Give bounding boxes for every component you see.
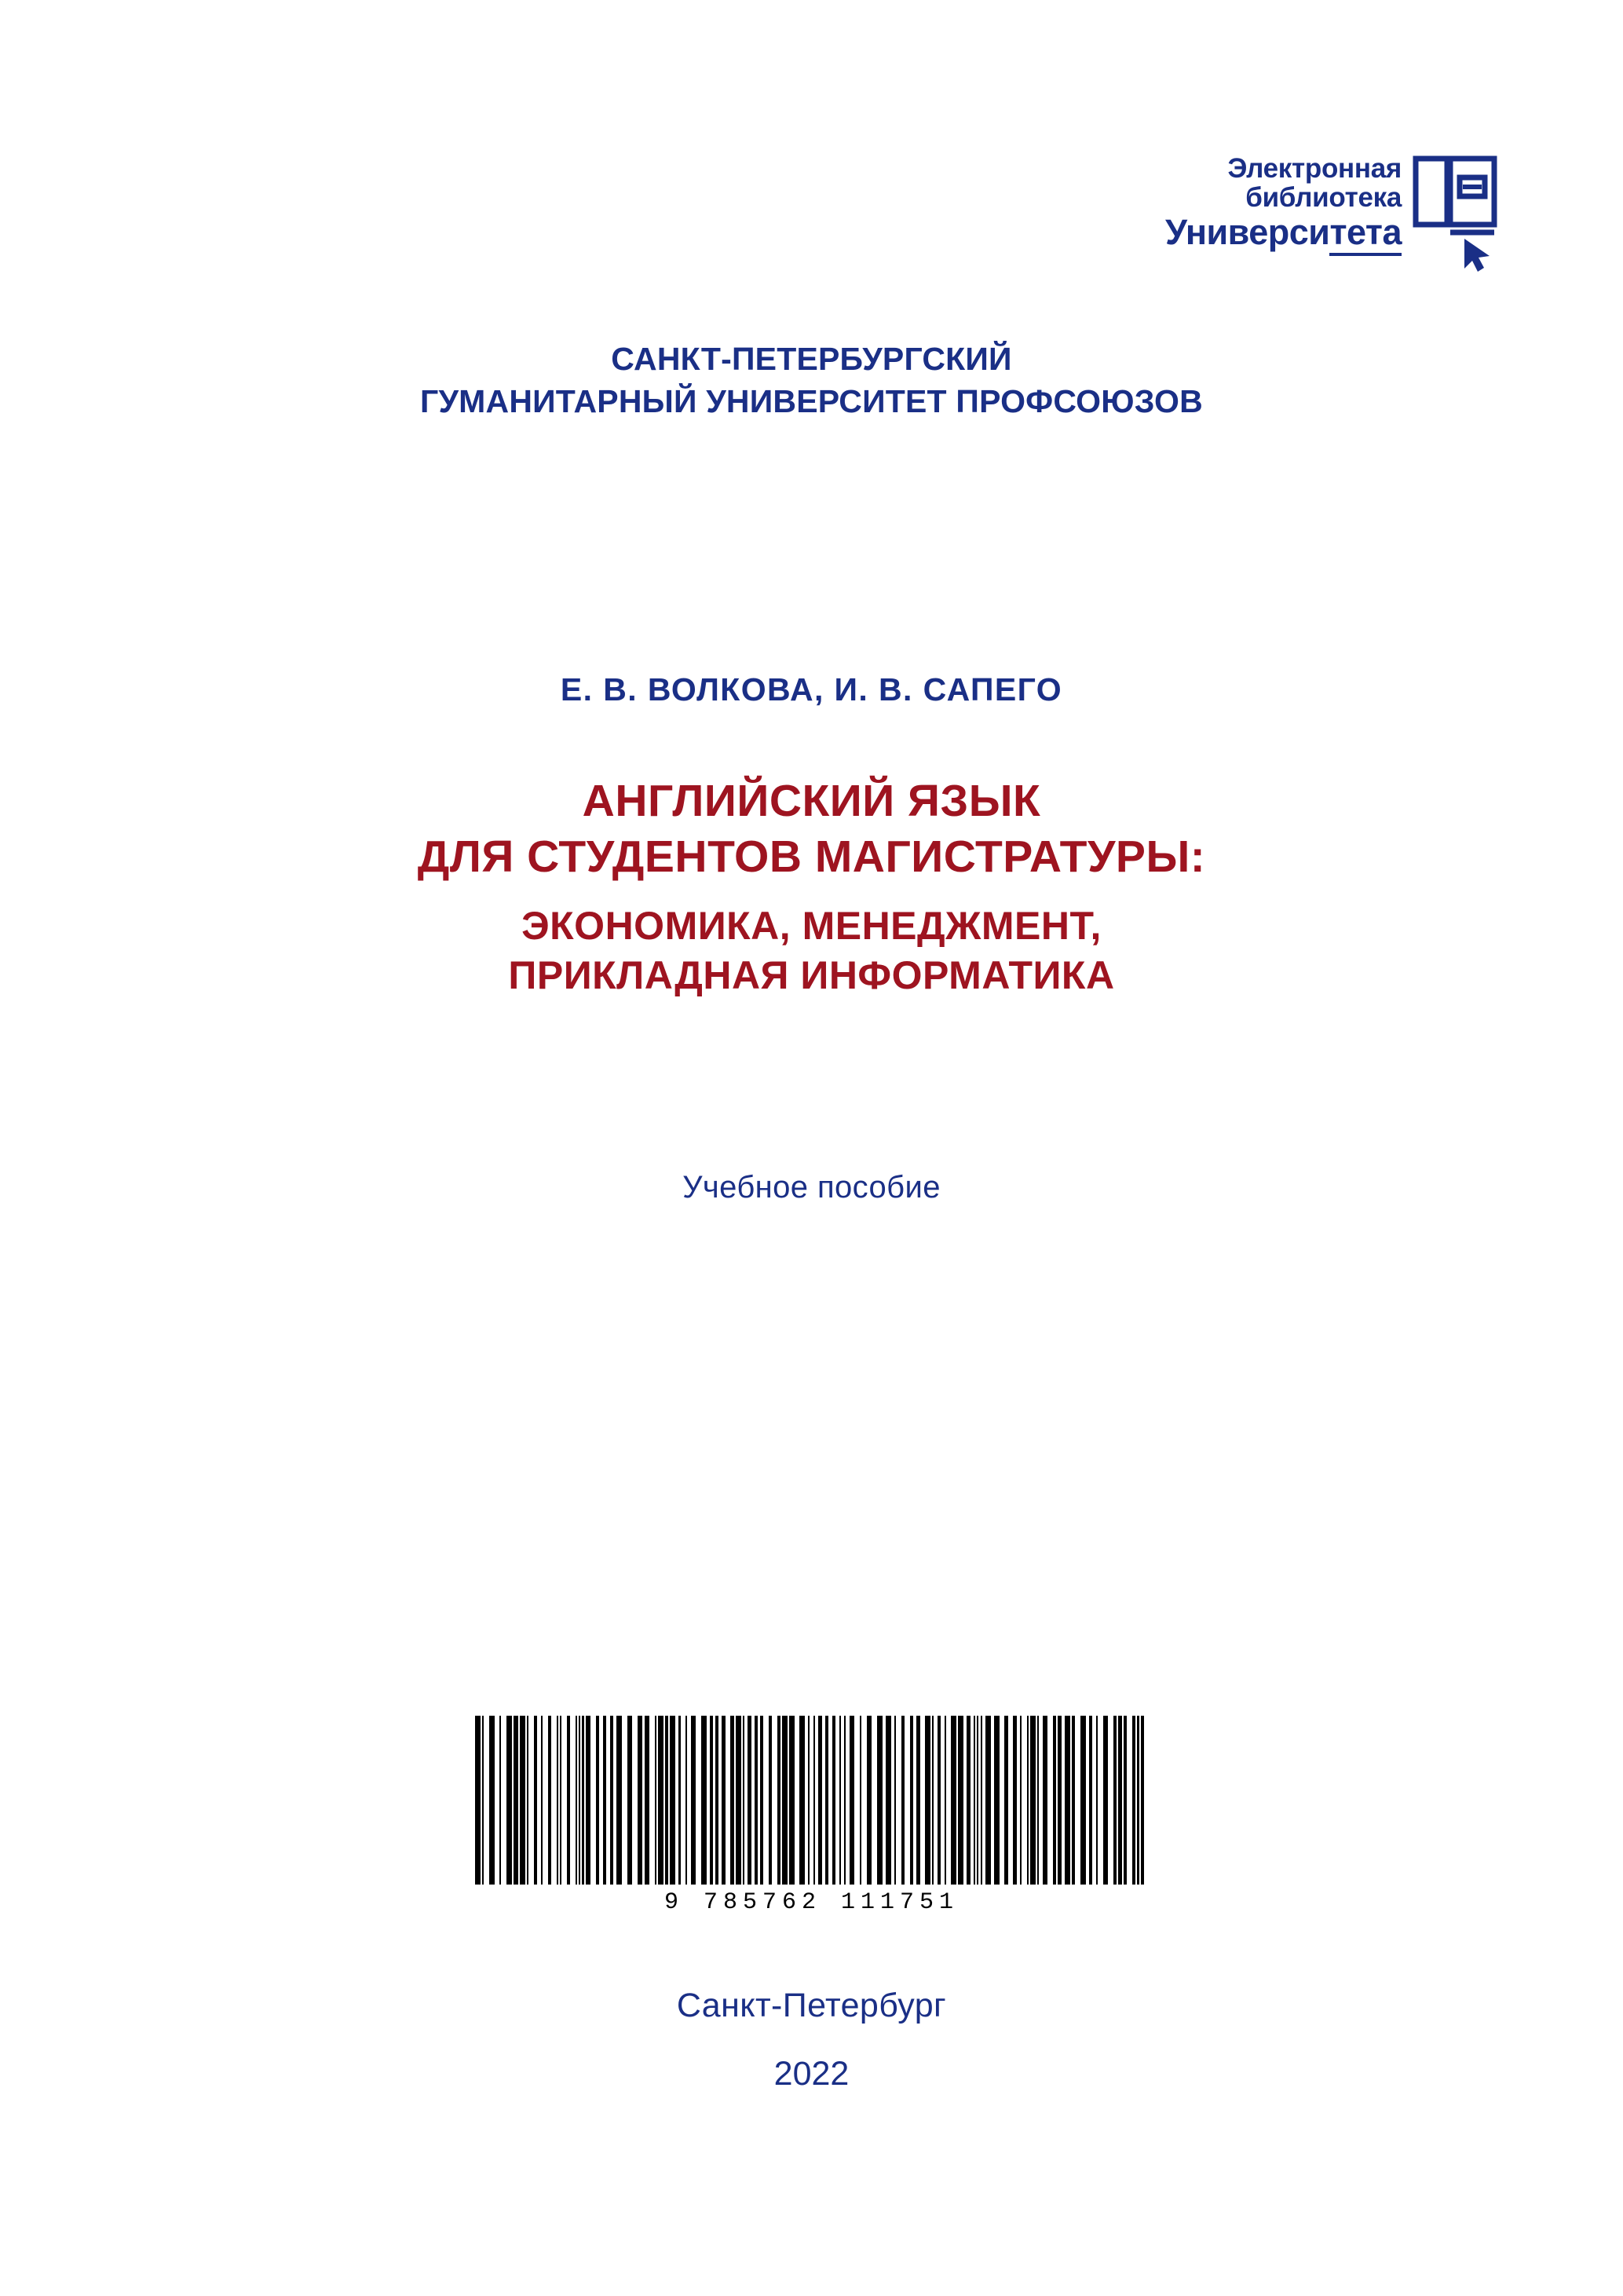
electronic-library-logo-text [1165,154,1402,251]
university-line-1: САНКТ-ПЕТЕРБУРГСКИЙ [611,341,1012,377]
logo-line-1: Электронная [1227,153,1402,184]
title-line-4: ПРИКЛАДНАЯ ИНФОРМАТИКА [508,953,1115,997]
university-line-2: ГУМАНИТАРНЫЙ УНИВЕРСИТЕТ ПРОФСОЮЗОВ [420,383,1203,420]
university-name [0,338,1623,422]
barcode [0,1716,1623,1916]
title-line-2: ДЛЯ СТУДЕНТОВ МАГИСТРАТУРЫ: [417,832,1206,883]
imprint-year: 2022 [773,2055,850,2093]
publication-kind: Учебное пособие [682,1170,941,1205]
book-title [0,773,1623,1001]
book-screen-icon [1413,154,1499,272]
logo-line-3-underlined: тета [1329,212,1402,256]
barcode-bars [475,1716,1147,1885]
logo-line-3-plain: Универси [1165,212,1330,253]
mouse-pointer-icon [1464,239,1490,272]
logo-line-3 [1165,214,1402,251]
imprint [0,1987,1623,2093]
title-line-3: ЭКОНОМИКА, МЕНЕДЖМЕНТ, [521,903,1102,948]
barcode-digits: 9 785762 111751 [663,1889,960,1916]
imprint-city: Санкт-Петербург [676,1987,947,2024]
title-line-1: АНГЛИЙСКИЙ ЯЗЫК [582,776,1041,826]
electronic-library-logo [1165,154,1499,272]
logo-line-2: библиотека [1245,182,1402,214]
authors: Е. В. ВОЛКОВА, И. В. САПЕГО [560,671,1063,707]
